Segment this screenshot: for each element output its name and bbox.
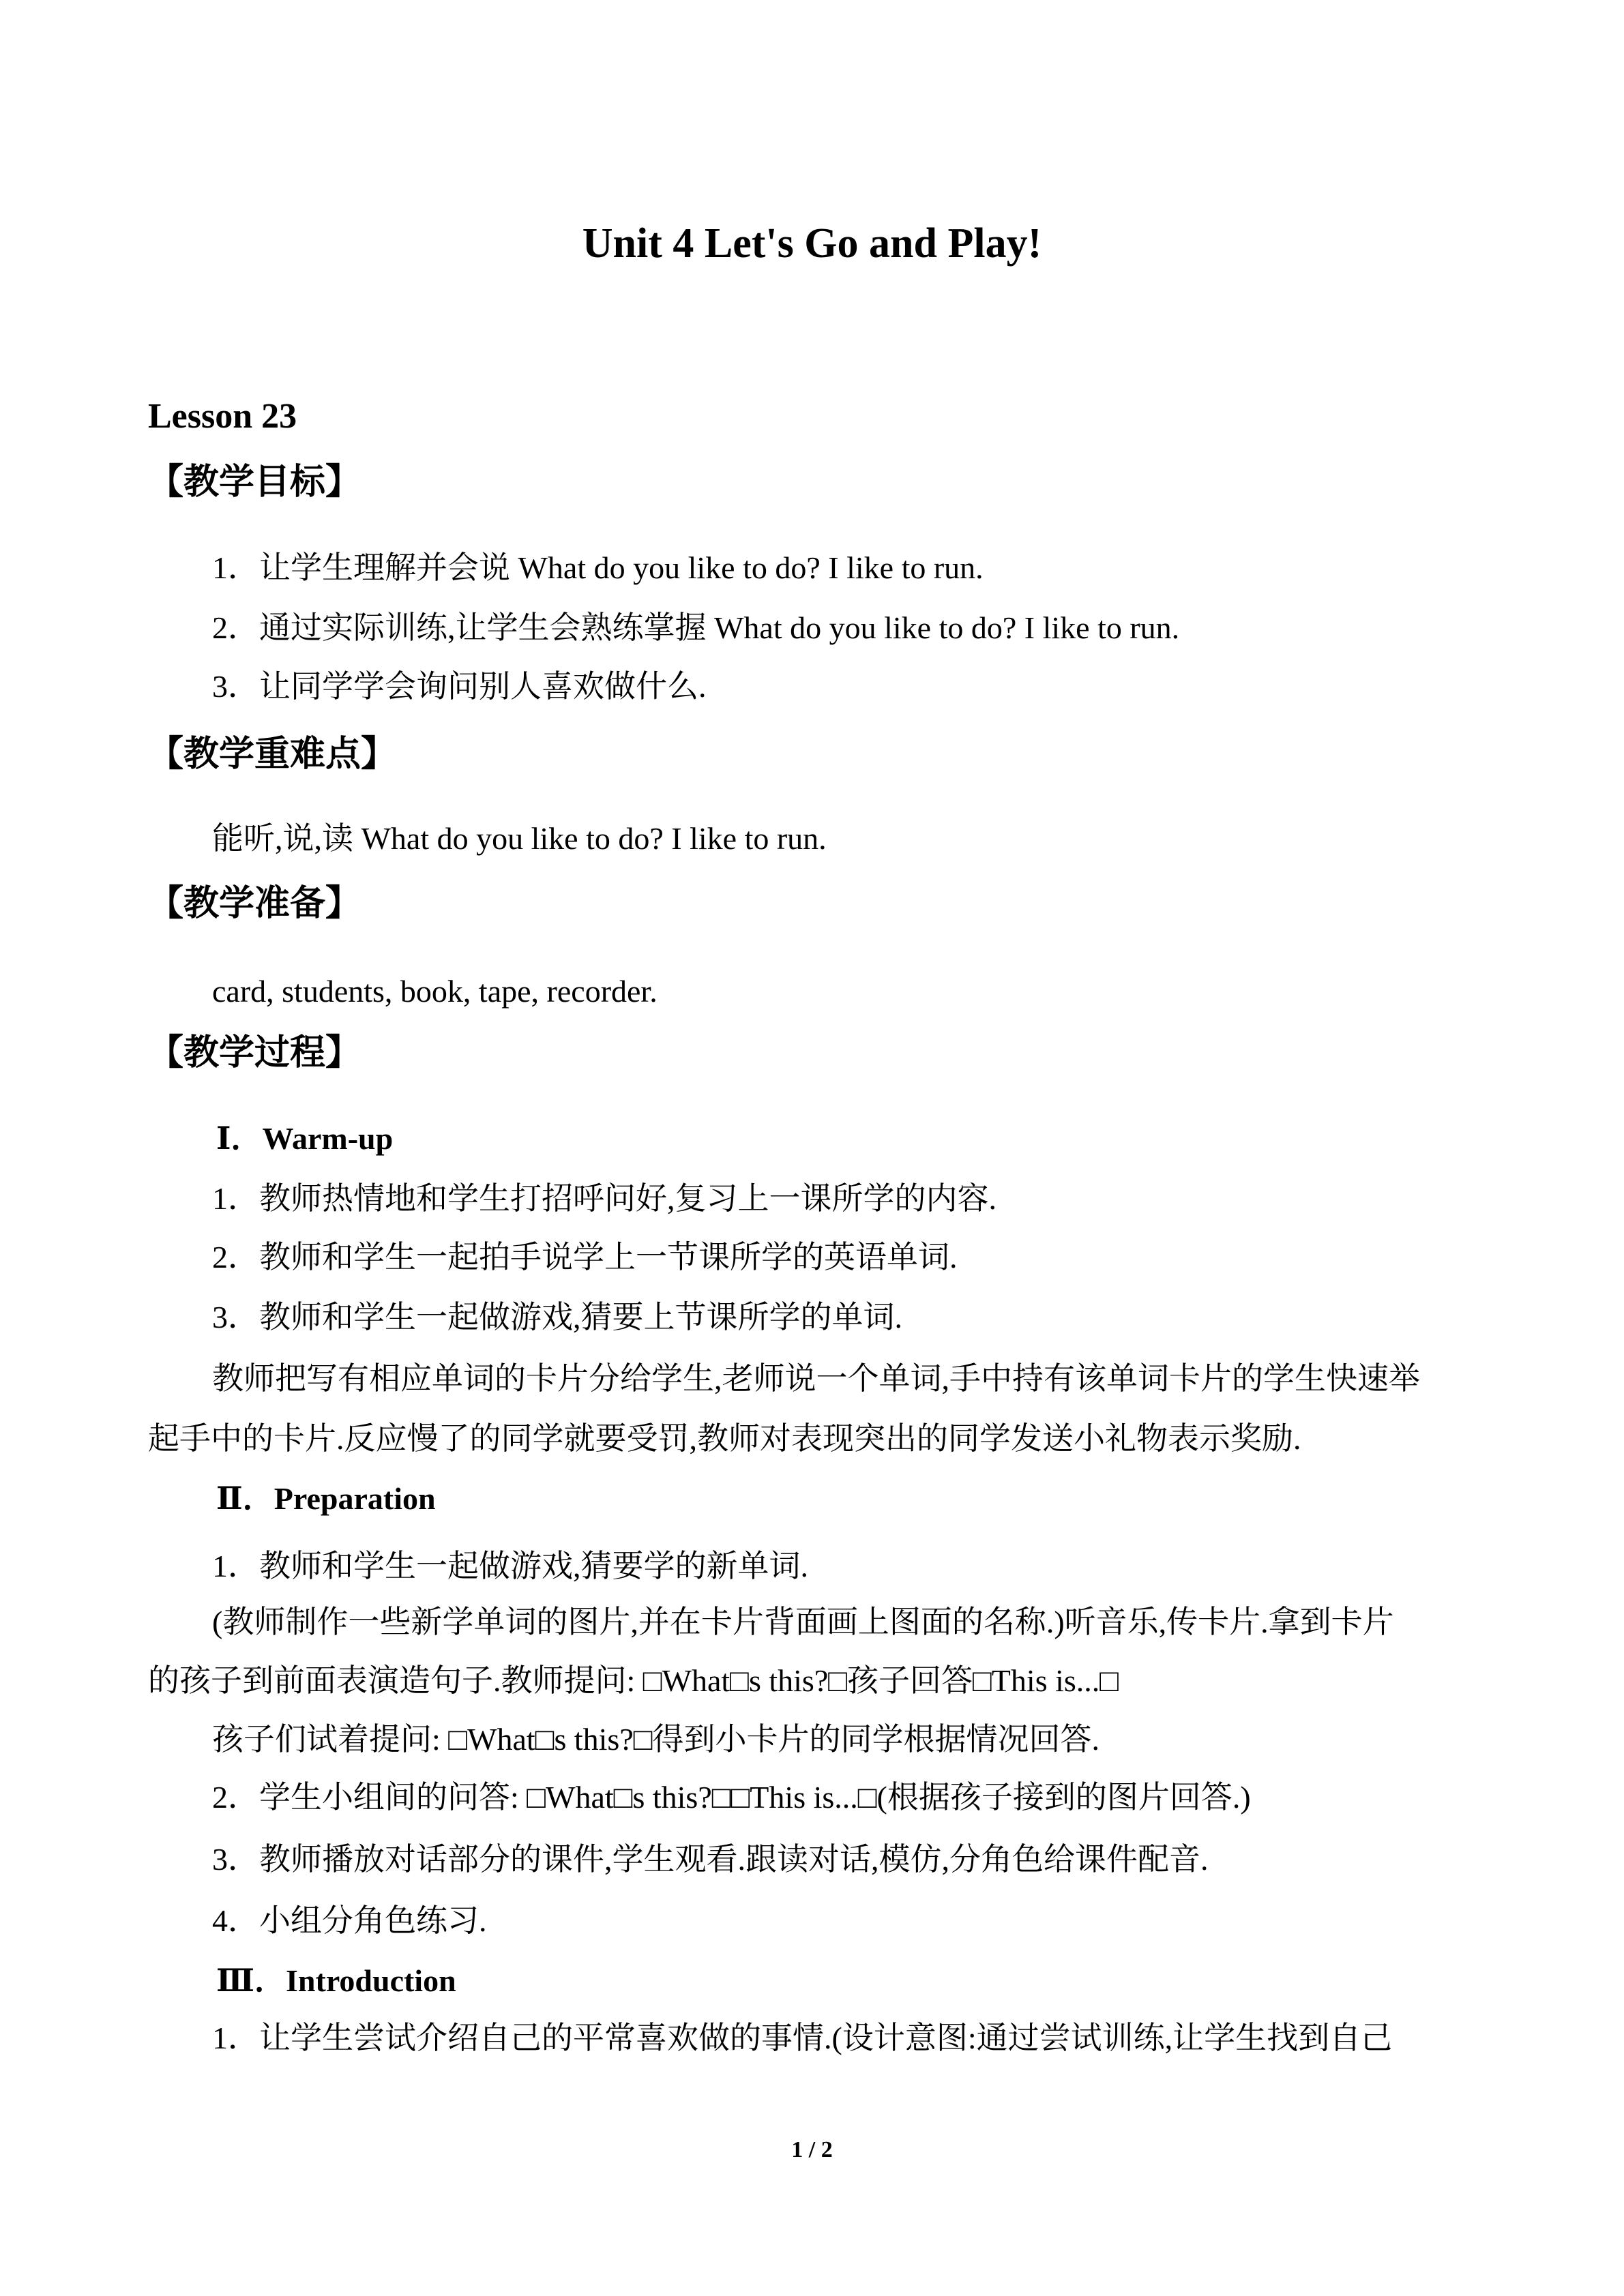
objective-item: 2．通过实际训练,让学生会熟练掌握 What do you like to do? I like to run. bbox=[212, 610, 1180, 645]
warmup-item: 3．教师和学生一起做游戏,猜要上节课所学的单词. bbox=[212, 1300, 902, 1335]
page-indicator: 1 / 2 bbox=[791, 2137, 833, 2162]
preparation-item: 2．学生小组间的问答: □What□s this?□□This is...□(根据孩子接到的图片回答.) bbox=[212, 1780, 1251, 1815]
preparation-item: 的孩子到前面表演造句子.教师提问: □What□s this?□孩子回答□This is...□ bbox=[148, 1663, 1119, 1698]
section-heading-materials: 【教学准备】 bbox=[148, 884, 361, 923]
lesson-heading: Lesson 23 bbox=[148, 397, 297, 436]
section-heading-key-points: 【教学重难点】 bbox=[148, 735, 397, 774]
objective-item: 1．让学生理解并会说 What do you like to do? I like to run. bbox=[212, 550, 984, 585]
preparation-item: (教师制作一些新学单词的图片,并在卡片背面画上图面的名称.)听音乐,传卡片.拿到卡片 bbox=[212, 1605, 1394, 1639]
subsection-heading-introduction: Ⅲ．Introduction bbox=[216, 1963, 456, 1998]
preparation-item: 1．教师和学生一起做游戏,猜要学的新单词. bbox=[212, 1549, 808, 1583]
warmup-paragraph-line: 起手中的卡片.反应慢了的同学就要受罚,教师对表现突出的同学发送小礼物表示奖励. bbox=[148, 1421, 1301, 1456]
warmup-item: 1．教师热情地和学生打招呼问好,复习上一课所学的内容. bbox=[212, 1181, 996, 1216]
materials-text: card, students, book, tape, recorder. bbox=[212, 974, 658, 1009]
section-heading-process: 【教学过程】 bbox=[148, 1034, 361, 1073]
objective-item: 3．让同学学会询问别人喜欢做什么. bbox=[212, 669, 707, 704]
subsection-heading-preparation: Ⅱ．Preparation bbox=[216, 1481, 436, 1516]
key-points-text: 能听,说,读 What do you like to do? I like to run. bbox=[212, 821, 827, 856]
document-title: Unit 4 Let's Go and Play! bbox=[582, 220, 1042, 267]
preparation-item: 孩子们试着提问: □What□s this?□得到小卡片的同学根据情况回答. bbox=[212, 1722, 1100, 1757]
warmup-paragraph-line: 教师把写有相应单词的卡片分给学生,老师说一个单词,手中持有该单词卡片的学生快速举 bbox=[212, 1361, 1420, 1396]
preparation-item: 3．教师播放对话部分的课件,学生观看.跟读对话,模仿,分角色给课件配音. bbox=[212, 1842, 1209, 1877]
preparation-item: 4．小组分角色练习. bbox=[212, 1903, 487, 1938]
introduction-item: 1．让学生尝试介绍自己的平常喜欢做的事情.(设计意图:通过尝试训练,让学生找到自己 bbox=[212, 2021, 1393, 2055]
subsection-heading-warmup: Ⅰ．Warm-up bbox=[216, 1121, 394, 1156]
warmup-item: 2．教师和学生一起拍手说学上一节课所学的英语单词. bbox=[212, 1240, 958, 1274]
section-heading-objectives: 【教学目标】 bbox=[148, 463, 361, 502]
